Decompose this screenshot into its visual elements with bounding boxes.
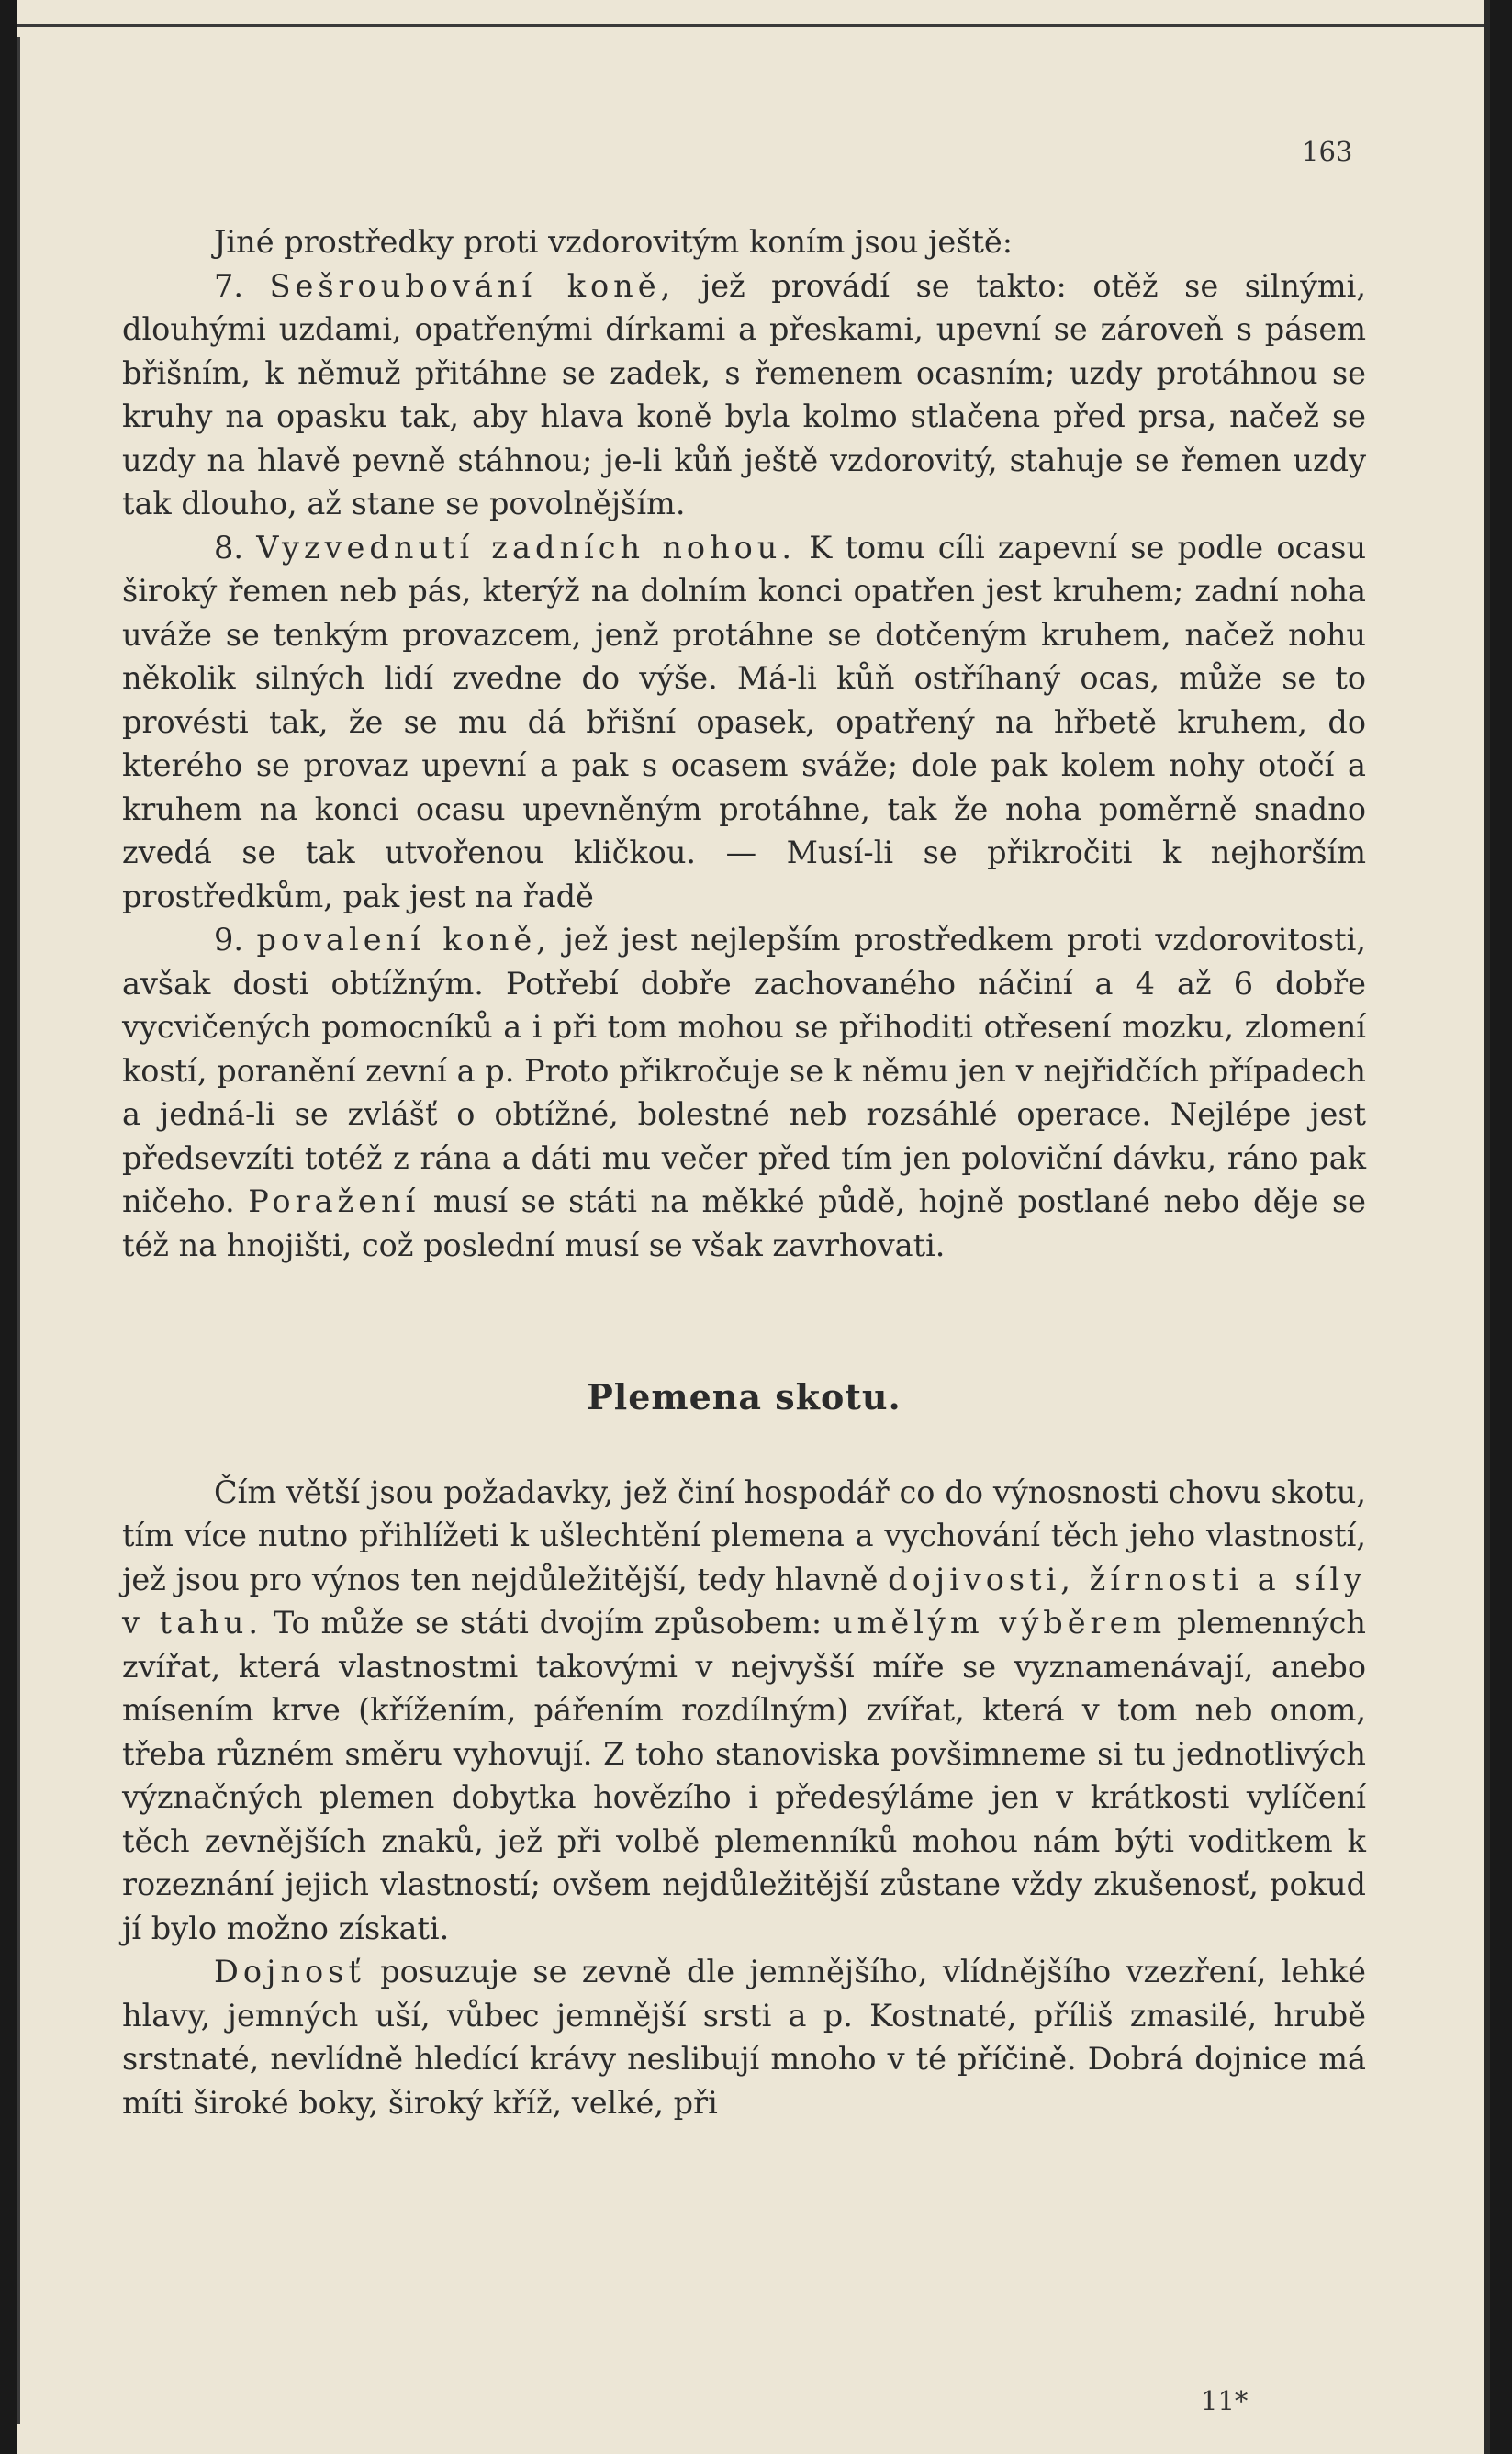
paragraph-text: posuzuje se zevně dle jemnějšího, vlídnějšího vzezření, lehké hlavy, jemných uší, vůbec jemnější srsti a p. Kostnaté, příliš zmasilé, hrubě srstnaté, nevlídně hledící krávy neslibují mnoho v té příčině. Dobrá dojnice má míti široké boky, široký kříž, velké, při — [122, 1954, 1366, 2121]
paragraph-milk — [122, 1950, 1366, 2124]
emphasized-term: povalení koně, — [256, 922, 551, 958]
paragraph-intro: Jiné prostředky proti vzdorovitým koním jsou ještě: — [214, 224, 1014, 260]
emphasized-term: umělým výběrem — [833, 1605, 1167, 1641]
emphasized-term: Vyzvednutí zadních nohou. — [256, 529, 797, 566]
page-edge — [1484, 0, 1490, 2454]
paragraph-text: jež jest nejlepším prostředkem proti vzdorovitosti, avšak dosti obtížným. Potřebí dobře zachovaného náčiní a 4 až 6 dobře vycvičených pomocníků a i při tom mohou se přihoditi otřesení mozku, zlomení kostí, poranění zevní a p. Proto přikročuje se k němu jen v nejřidčích případech a jedná-li se zvlášť o obtížné, bolestné neb rozsáhlé operace. Nejlépe jest předsevzíti totéž z rána a dáti mu večer před tím jen poloviční dávku, ráno pak ničeho. — [122, 922, 1366, 1219]
left-border — [17, 37, 20, 2424]
paragraph-9 — [122, 918, 1366, 1267]
paragraph-text: Čím větší jsou požadavky, jež činí hospodář co do výnosnosti chovu skotu, tím více nutno přihlížeti k ušlechtění plemena a vychování těch jeho vlastností, jež jsou pro výnos ten nejdůležitější, tedy hlavně — [122, 1474, 1366, 1597]
emphasized-term: Poražení — [248, 1183, 420, 1219]
paragraph-text: plemenných zvířat, která vlastnostmi takovými v nejvyšší míře se vyznamenávají, anebo mísením krve (křížením, pářením rozdílným) zvířat, která v tom neb onom, třeba různém směru vyhovují. Z toho stanoviska povšimneme si tu jednotlivých význačných plemen dobytka hovězího i předesýláme jen v krátkosti vylíčení těch zevnějších znaků, jež při volbě plemenníků mohou nám býti voditkem k rozeznání jejich vlastností; ovšem nejdůležitější zůstane vždy zkušenosť, pokud jí bylo možno získati. — [122, 1605, 1366, 1946]
body-text — [122, 220, 1366, 2124]
paragraph-text: jež provádí se takto: otěž se silnými, dlouhými uzdami, opatřenými dírkami a přeskami, upevní se zároveň s pásem břišním, k němuž přitáhne se zadek, s řemenem ocasním; uzdy protáhnou se kruhy na opasku tak, aby hlava koně byla kolmo stlačena před prsa, načež se uzdy na hlavě pevně stáhnou; je-li kůň ještě vzdorovitý, stahuje se řemen uzdy tak dlouho, až stane se povolnějším. — [122, 267, 1366, 521]
emphasized-term: dojivosti, žírnosti a síly v tahu. — [122, 1561, 1367, 1641]
item-number: 9. — [214, 922, 243, 958]
book-page — [17, 0, 1490, 2454]
paragraph-text: To může se státi dvojím způsobem: — [273, 1605, 823, 1641]
paragraph-7 — [122, 264, 1366, 526]
item-number: 7. — [214, 267, 243, 304]
paragraph-8 — [122, 526, 1366, 919]
paragraph-text: musí se státi na měkké půdě, hojně postlané nebo děje se též na hnojišti, což poslední musí se však zavrhovati. — [122, 1183, 1366, 1263]
top-border — [17, 24, 1490, 27]
paragraph-text: K tomu cíli zapevní se podle ocasu široký řemen neb pás, kterýž na dolním konci opatřen jest kruhem; zadní noha uváže se tenkým provazcem, jenž protáhne se dotčeným kruhem, načež nohu několik silných lidí zvedne do výše. Má-li kůň ostříhaný ocas, může se to provésti tak, že se mu dá břišní opasek, opatřený na hřbetě kruhem, do kterého se provaz upevní a pak s ocasem sváže; dole pak kolem nohy otočí a kruhem na konci ocasu upevněným protáhne, tak že noha poměrně snadno zvedá se tak utvořenou kličkou. — Musí-li se přikročiti k nejhorším prostředkům, pak jest na řadě — [122, 529, 1367, 914]
signature-mark: 11* — [1201, 2385, 1249, 2416]
emphasized-term: Sešroubování koně, — [269, 267, 676, 304]
page-number: 163 — [1302, 136, 1353, 167]
emphasized-term: Dojnosť — [214, 1954, 365, 1989]
paragraph-breeds — [122, 1471, 1366, 1951]
item-number: 8. — [214, 529, 243, 566]
section-heading: Plemena skotu. — [587, 1376, 902, 1417]
